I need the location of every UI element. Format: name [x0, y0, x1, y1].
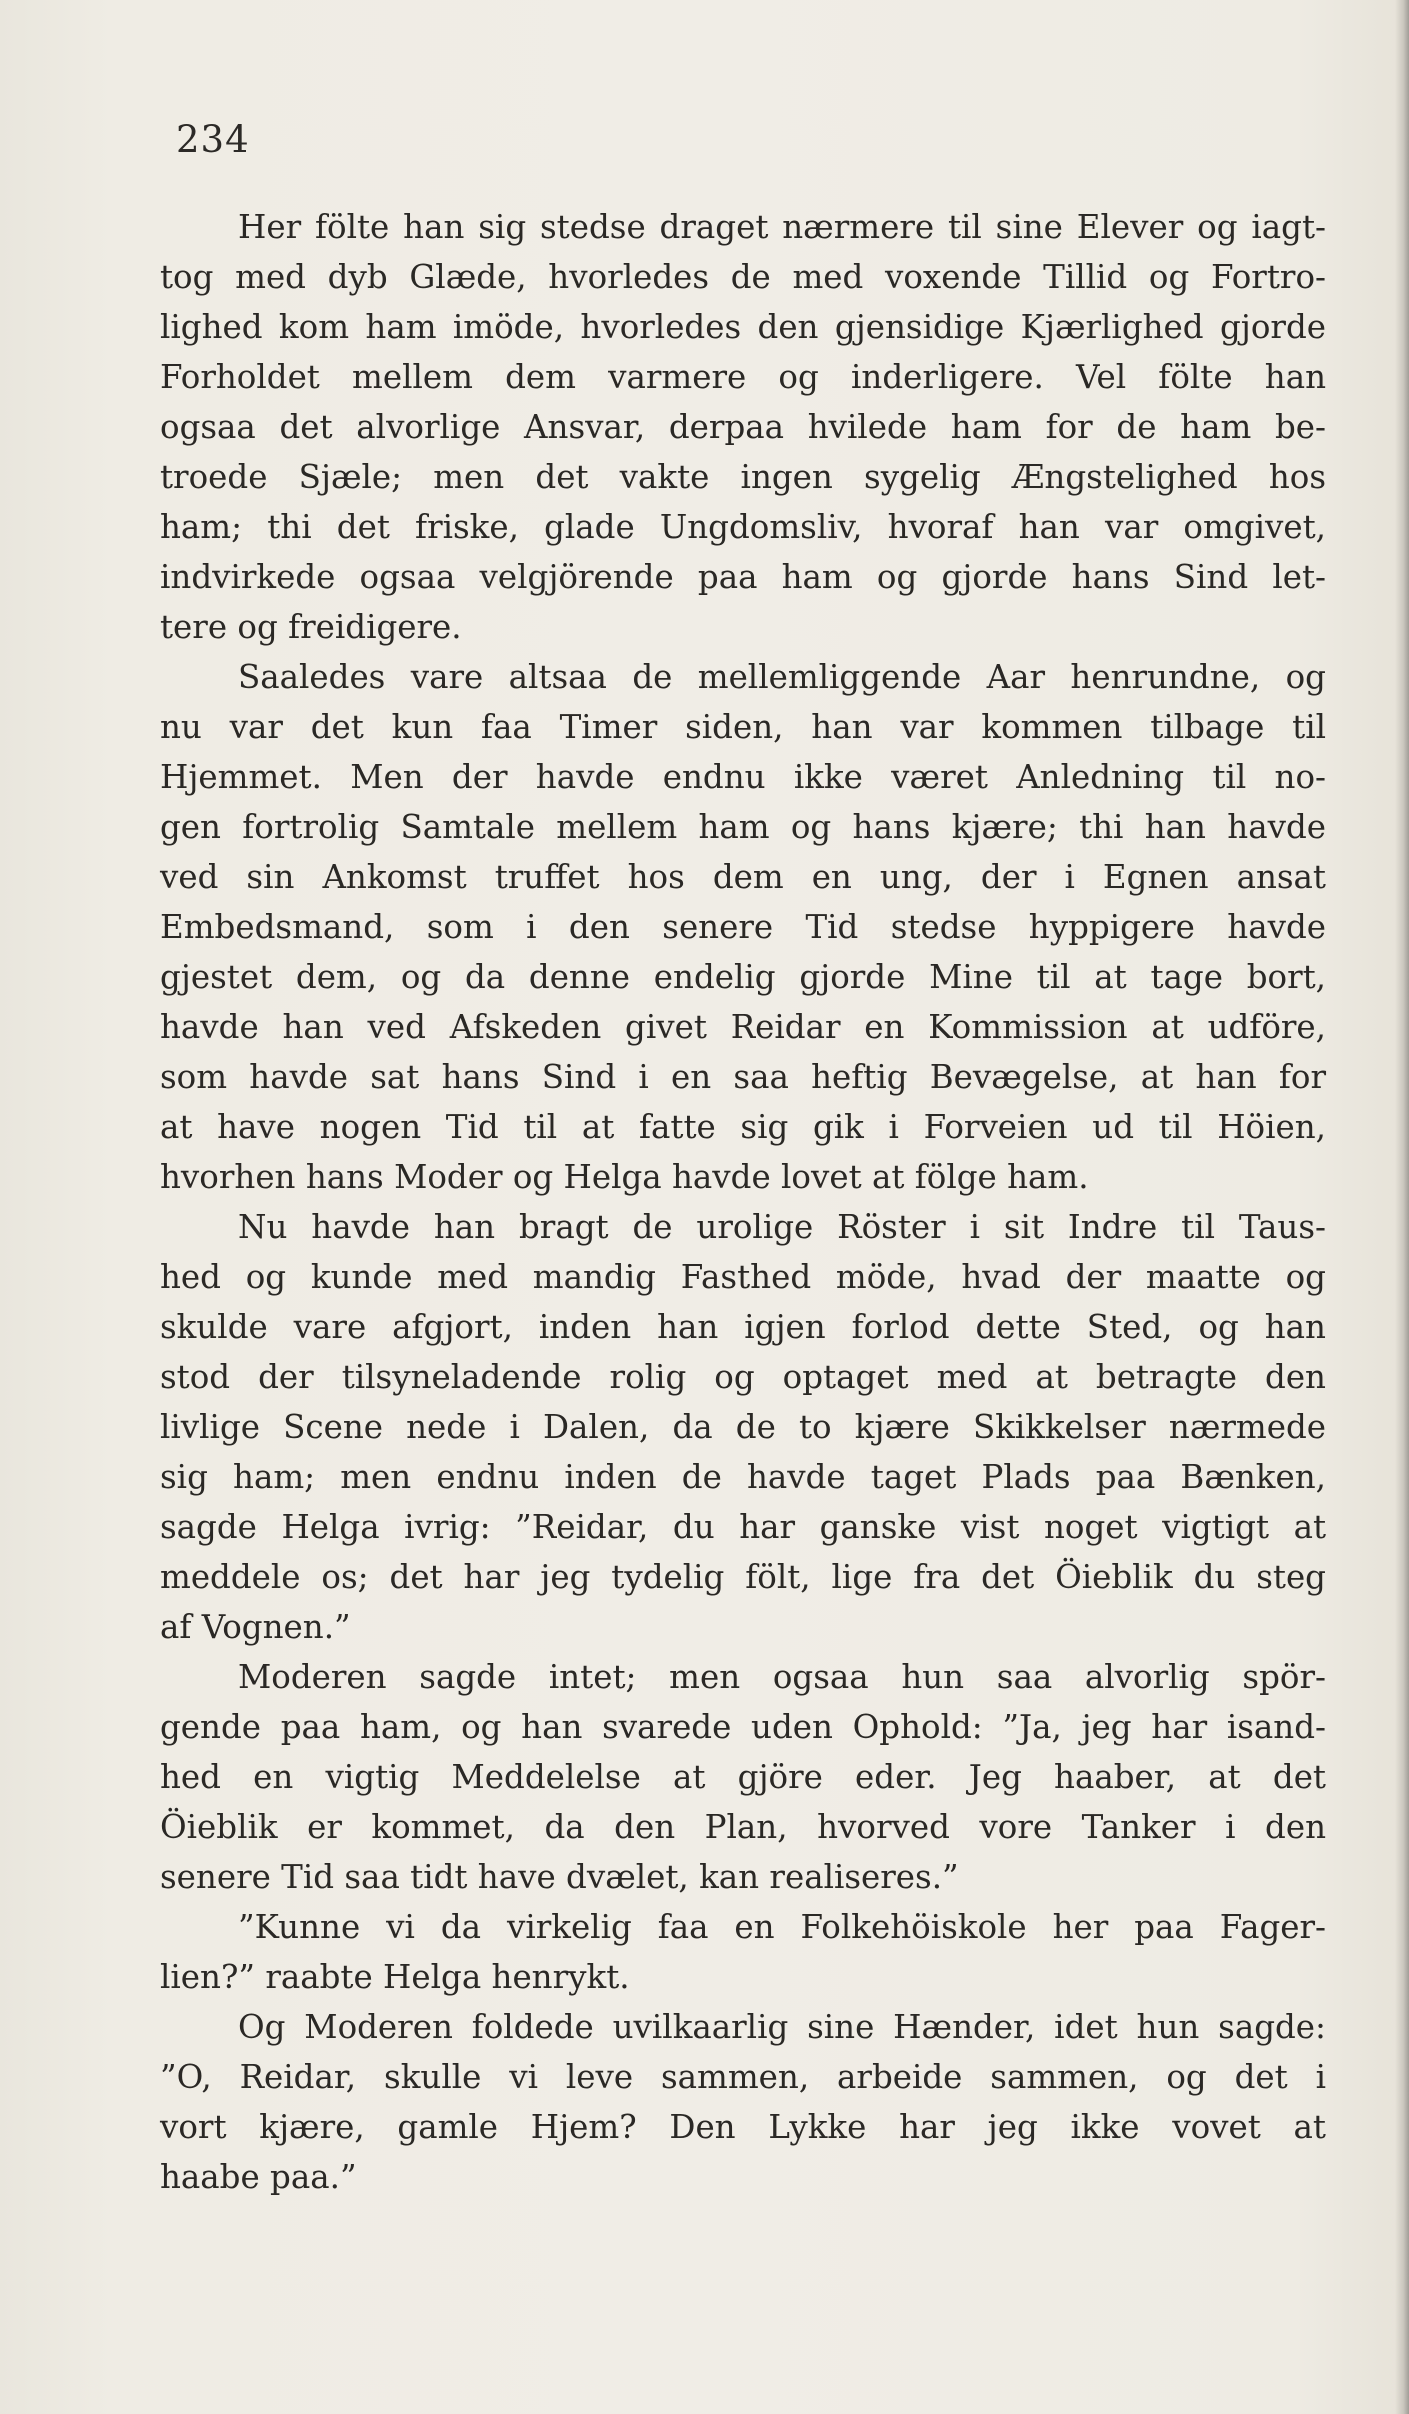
text-line: gen fortrolig Samtale mellem ham og hans kjære; thi han havde [160, 808, 1326, 846]
text-line: hed en vigtig Meddelelse at gjöre eder. Jeg haaber, at det [160, 1758, 1326, 1796]
text-line: ved sin Ankomst truffet hos dem en ung, der i Egnen ansat [160, 858, 1326, 896]
text-line: Embedsmand, som i den senere Tid stedse hyppigere havde [160, 908, 1326, 946]
text-line: at have nogen Tid til at fatte sig gik i Forveien ud til Höien, [160, 1108, 1326, 1146]
text-line: ham; thi det friske, glade Ungdomsliv, hvoraf han var omgivet, [160, 508, 1326, 546]
text-line: Moderen sagde intet; men ogsaa hun saa alvorlig spör- [238, 1658, 1326, 1696]
text-line: skulde vare afgjort, inden han igjen forlod dette Sted, og han [160, 1308, 1326, 1346]
text-line: lien?” raabte Helga henrykt. [160, 1958, 630, 1996]
text-line: som havde sat hans Sind i en saa heftig Bevægelse, at han for [160, 1058, 1326, 1096]
text-line: sagde Helga ivrig: ”Reidar, du har ganske vist noget vigtigt at [160, 1508, 1326, 1546]
paragraph [160, 2002, 1326, 2202]
text-line: nu var det kun faa Timer siden, han var kommen tilbage til [160, 708, 1326, 746]
paragraph [160, 202, 1326, 652]
text-line: havde han ved Afskeden givet Reidar en Kommission at udföre, [160, 1008, 1326, 1046]
text-line: af Vognen.” [160, 1608, 351, 1646]
text-line: tog med dyb Glæde, hvorledes de med voxende Tillid og Fortro- [160, 258, 1326, 296]
text-line: vort kjære, gamle Hjem? Den Lykke har jeg ikke vovet at [160, 2108, 1326, 2146]
text-line: tere og freidigere. [160, 608, 462, 646]
text-line: Hjemmet. Men der havde endnu ikke været Anledning til no- [160, 758, 1326, 796]
text-line: ”Kunne vi da virkelig faa en Folkehöiskole her paa Fager- [238, 1908, 1326, 1946]
page-edge-shadow [1395, 0, 1409, 2414]
text-line: troede Sjæle; men det vakte ingen sygelig Ængstelighed hos [160, 458, 1326, 496]
text-line: gjestet dem, og da denne endelig gjorde Mine til at tage bort, [160, 958, 1326, 996]
text-line: stod der tilsyneladende rolig og optaget med at betragte den [160, 1358, 1326, 1396]
text-line: Og Moderen foldede uvilkaarlig sine Hænder, idet hun sagde: [238, 2008, 1326, 2046]
text-line: meddele os; det har jeg tydelig fölt, lige fra det Öieblik du steg [160, 1558, 1326, 1596]
paragraph [160, 1652, 1326, 1902]
text-line: Nu havde han bragt de urolige Röster i sit Indre til Taus- [238, 1208, 1326, 1246]
text-line: indvirkede ogsaa velgjörende paa ham og gjorde hans Sind let- [160, 558, 1326, 596]
text-line: haabe paa.” [160, 2158, 357, 2196]
text-line: lighed kom ham imöde, hvorledes den gjensidige Kjærlighed gjorde [160, 308, 1326, 346]
text-line: Saaledes vare altsaa de mellemliggende Aar henrundne, og [238, 658, 1326, 696]
text-line: hed og kunde med mandig Fasthed möde, hvad der maatte og [160, 1258, 1326, 1296]
text-line: ogsaa det alvorlige Ansvar, derpaa hvilede ham for de ham be- [160, 408, 1326, 446]
paragraph [160, 1902, 1326, 2002]
paragraph [160, 1202, 1326, 1652]
text-line: senere Tid saa tidt have dvælet, kan realiseres.” [160, 1858, 959, 1896]
body-text [160, 202, 1326, 2202]
page-number: 234 [176, 118, 250, 161]
text-line: sig ham; men endnu inden de havde taget Plads paa Bænken, [160, 1458, 1326, 1496]
text-line: Forholdet mellem dem varmere og inderligere. Vel fölte han [160, 358, 1326, 396]
text-line: livlige Scene nede i Dalen, da de to kjære Skikkelser nærmede [160, 1408, 1326, 1446]
text-line: ”O, Reidar, skulle vi leve sammen, arbeide sammen, og det i [160, 2058, 1326, 2096]
text-line: Her fölte han sig stedse draget nærmere til sine Elever og iagt- [238, 208, 1326, 246]
text-line: Öieblik er kommet, da den Plan, hvorved vore Tanker i den [160, 1808, 1326, 1846]
text-line: gende paa ham, og han svarede uden Ophold: ”Ja, jeg har isand- [160, 1708, 1326, 1746]
paragraph [160, 652, 1326, 1202]
text-line: hvorhen hans Moder og Helga havde lovet at fölge ham. [160, 1158, 1089, 1196]
